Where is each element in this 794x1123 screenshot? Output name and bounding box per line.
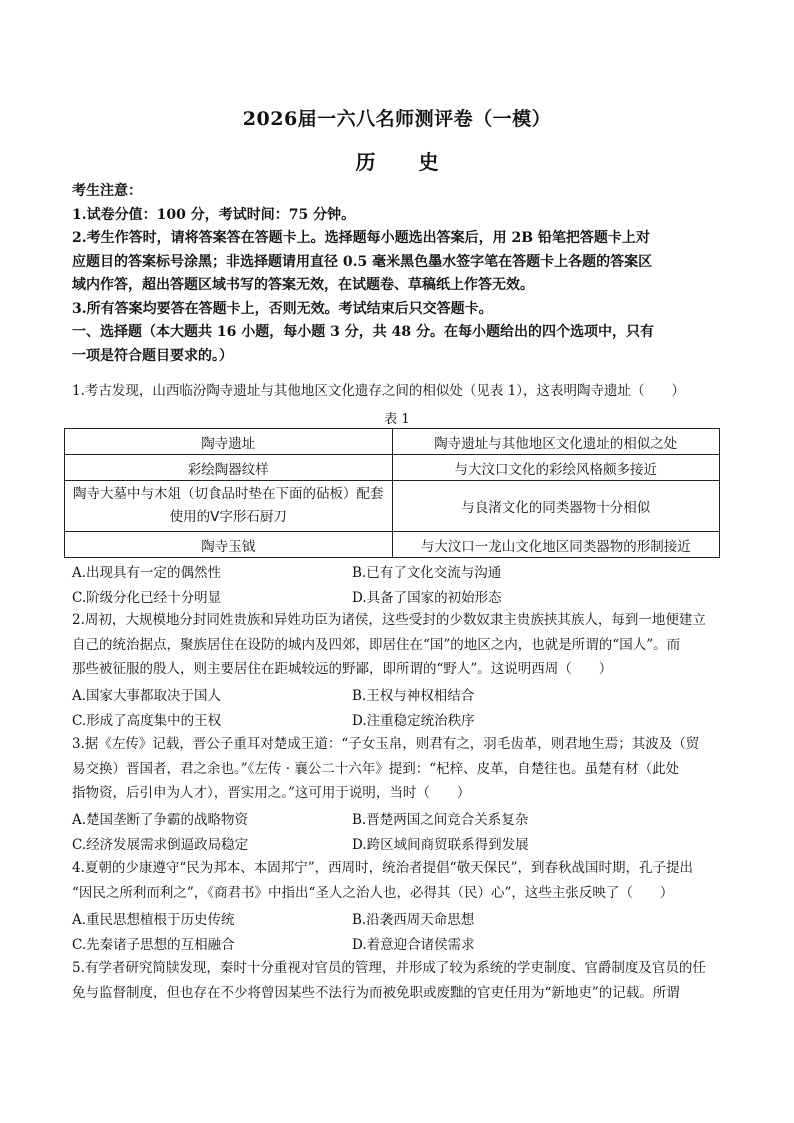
question-5-stem: 5.有学者研究简牍发现，秦时十分重视对官员的管理，并形成了较为系统的学吏制度、官爵制度及官员的任 免与监督制度，但也存在不少将曾因某些不法行为而被免职或废黜的官吏任用为“新地吏”的记载。所谓 — [72, 960, 706, 1001]
option-d[interactable]: D.具备了国家的初始形态 — [352, 589, 502, 606]
table-cell: 彩绘陶器纹样 — [65, 455, 393, 481]
table-row — [65, 481, 720, 532]
option-a[interactable]: A.国家大事都取决于国人 — [72, 687, 222, 704]
option-c[interactable]: C.阶级分化已经十分明显 — [72, 589, 222, 606]
option-d[interactable]: D.着意迎合诸侯需求 — [352, 936, 475, 953]
table-cell: 陶寺玉钺 — [65, 532, 393, 558]
table-header-row — [65, 429, 720, 455]
notice-heading: 考生注意： — [72, 183, 142, 199]
notice-item: 应题目的答案标号涂黑；非选择题请用直径 0.5 毫米黑色墨水签字笔在答题卡上各题的答案区 — [72, 253, 653, 270]
question-2-options — [72, 681, 722, 731]
option-a[interactable]: A.楚国垄断了争霸的战略物资 — [72, 811, 249, 828]
table-cell: 与大汶口一龙山文化地区同类器物的形制接近 — [392, 532, 720, 558]
option-b[interactable]: B.已有了文化交流与沟通 — [352, 564, 502, 581]
table-row — [65, 455, 720, 481]
option-b[interactable]: B.沿袭西周天命思想 — [352, 911, 475, 928]
question-2-stem: 2.周初，大规模地分封同姓贵族和异姓功臣为诸侯，这些受封的少数奴隶主贵族挟其族人，每到一地便建立 自己的统治据点，聚族居住在设防的城内及四郊，即居住在“国”的地区之内，也就是所谓的“国人”。而 那些被征服的殷人，则主要居住在距城较远的野鄙，即所谓的“野人”。这说明西周（ ） — [72, 612, 706, 677]
table-caption: 表 1 — [384, 412, 410, 427]
table-cell: 与良渚文化的同类器物十分相似 — [392, 481, 720, 532]
option-d[interactable]: D.跨区域间商贸联系得到发展 — [352, 836, 529, 853]
notice-item: 1.试卷分值：100 分，考试时间：75 分钟。 — [72, 206, 356, 223]
option-c[interactable]: C.经济发展需求倒逼政局稳定 — [72, 836, 249, 853]
question-3-stem: 3.据《左传》记载，晋公子重耳对楚成王道：“子女玉帛，则君有之，羽毛齿革，则君地生焉；其波及（贸 易交换）晋国者，君之余也。”《左传 · 襄公二十六年》提到：“杞梓、皮革，自楚往也。虽楚有材（此处 指物资，后引申为人才），晋实用之。”这可用于说明，当时（ ） — [72, 736, 700, 801]
question-1-stem: 1.考古发现，山西临汾陶寺遗址与其他地区文化遗存之间的相似处（见表 1），这表明陶寺遗址（ ） — [72, 383, 686, 399]
question-3-options — [72, 805, 722, 855]
table-header-cell: 陶寺遗址 — [65, 429, 393, 455]
section-heading-cont: 一项是符合题目要求的。） — [72, 347, 233, 364]
question-1-options — [72, 558, 722, 608]
candidate-notice — [72, 180, 722, 368]
table-row — [65, 532, 720, 558]
exam-title: 2026届一六八名师测评卷（一模） — [242, 108, 552, 130]
table-header-cell: 陶寺遗址与其他地区文化遗址的相似之处 — [392, 429, 720, 455]
notice-item: 域内作答，超出答题区域书写的答案无效，在试题卷、草稿纸上作答无效。 — [72, 277, 534, 293]
option-a[interactable]: A.出现具有一定的偶然性 — [72, 564, 222, 581]
question-4-stem: 4.夏朝的少康遵守“民为邦本、本固邦宁”，西周时，统治者提倡“敬天保民”，到春秋战国时期，孔子提出 “因民之所利而利之”，《商君书》中指出“圣人之治人也，必得其（民）心”，这些主张反映了（ ） — [72, 860, 693, 901]
option-c[interactable]: C.先秦诸子思想的互相融合 — [72, 936, 235, 953]
exam-subject: 历 史 — [355, 150, 457, 174]
table-cell: 陶寺大墓中与木俎（切食品时垫在下面的砧板）配套使用的Ⅴ字形石厨刀 — [65, 481, 393, 532]
notice-item: 3.所有答案均要答在答题卡上，否则无效。考试结束后只交答题卡。 — [72, 300, 493, 317]
table-cell: 与大汶口文化的彩绘风格颇多接近 — [392, 455, 720, 481]
notice-item: 2.考生作答时，请将答案答在答题卡上。选择题每小题选出答案后，用 2B 铅笔把答题卡上对 — [72, 230, 650, 246]
option-b[interactable]: B.晋楚两国之间竞合关系复杂 — [352, 811, 529, 828]
option-c[interactable]: C.形成了高度集中的王权 — [72, 712, 222, 729]
option-d[interactable]: D.注重稳定统治秩序 — [352, 712, 475, 729]
option-b[interactable]: B.王权与神权相结合 — [352, 687, 475, 704]
section-heading: 一、选择题（本大题共 16 小题，每小题 3 分，共 48 分。在每小题给出的四个选项中，只有 — [72, 324, 654, 340]
option-a[interactable]: A.重民思想植根于历史传统 — [72, 911, 235, 928]
comparison-table — [64, 428, 720, 558]
question-4-options — [72, 905, 722, 955]
